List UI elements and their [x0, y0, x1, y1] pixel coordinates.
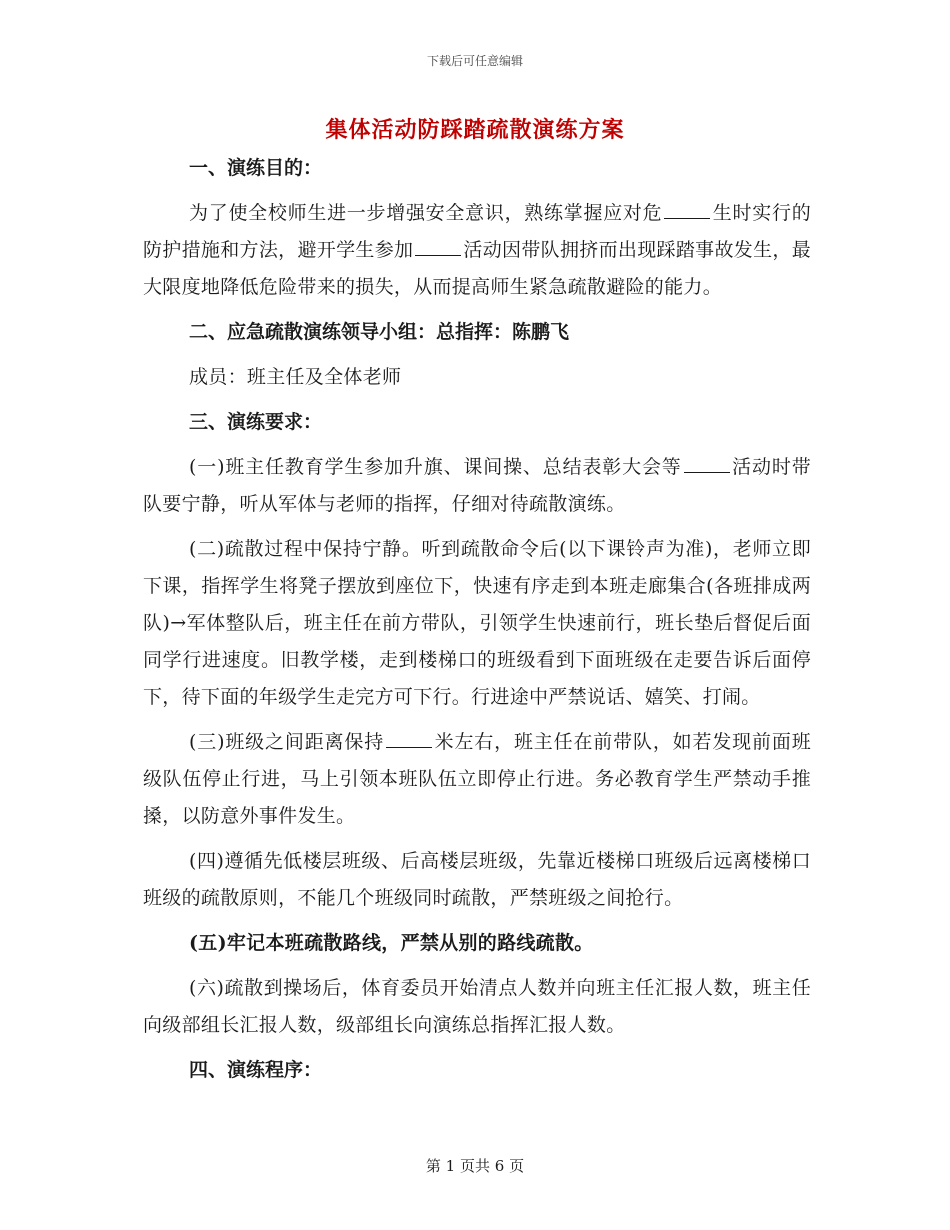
page-footer: 第 1 页共 6 页: [425, 1157, 525, 1175]
section-heading-leadership: 二、应急疏散演练领导小组：总指挥：陈鹏飞: [189, 321, 570, 343]
paragraph-purpose: [143, 195, 811, 306]
text-run: 活动因带队拥挤而出现踩踏事故发生，最大限度地降低危险带来的损失，从而提高师生紧急疏散避险的能力。: [143, 239, 811, 298]
text-run: 生时实行的防护措施和方法，避开学生参加: [143, 202, 811, 261]
paragraph-req-6: (六)疏散到操场后，体育委员开始清点人数并向班主任汇报人数，班主任向级部组长汇报人数，级部组长向演练总指挥汇报人数。: [143, 977, 811, 1036]
paragraph-req-2: (二)疏散过程中保持宁静。听到疏散命令后(以下课铃声为准)，老师立即下课，指挥学生将凳子摆放到座位下，快速有序走到本班走廊集合(各班排成两队)→军体整队后，班主任在前方带队，引领学生快速前行，班长垫后督促后面同学行进速度。旧教学楼，走到楼梯口的班级看到下面班级在走要告诉后面停下，待下面的年级学生走完方可下行。行进途中严禁说话、嬉笑、打闹。: [143, 538, 811, 708]
paragraph-req-1: [143, 449, 811, 523]
blank-line: [684, 453, 730, 473]
paragraph-req-3: [143, 724, 811, 835]
blank-line: [415, 236, 461, 256]
text-run: 为了使全校师生进一步增强安全意识，熟练掌握应对危: [189, 202, 663, 224]
section-heading-requirements: 三、演练要求：: [189, 411, 323, 433]
paragraph-req-5: (五)牢记本班疏散路线，严禁从别的路线疏散。: [189, 932, 594, 954]
document-body: [143, 150, 811, 1089]
section-heading-procedure: 四、演练程序：: [189, 1059, 323, 1081]
paragraph-req-4: (四)遵循先低楼层班级、后高楼层班级，先靠近楼梯口班级后远离楼梯口班级的疏散原则，不能几个班级同时疏散，严禁班级之间抢行。: [143, 850, 811, 909]
page-header: 下载后可任意编辑: [426, 54, 523, 68]
text-run: (三)班级之间距离保持: [189, 731, 385, 753]
blank-line: [664, 199, 710, 219]
text-run: (一)班主任教育学生参加升旗、课间操、总结表彰大会等: [189, 456, 682, 478]
text-run: 米左右，班主任在前带队，如若发现前面班级队伍停止行进，马上引领本班队伍立即停止行进。务必教育学生严禁动手推搡，以防意外事件发生。: [143, 731, 811, 827]
document-title: 集体活动防踩踏疏散演练方案: [325, 117, 625, 143]
section-heading-purpose: 一、演练目的：: [189, 157, 323, 179]
paragraph-members: 成员：班主任及全体老师: [189, 366, 402, 388]
blank-line: [386, 728, 432, 748]
text-run: 活动时带队要宁静，听从军体与老师的指挥，仔细对待疏散演练。: [143, 456, 811, 515]
